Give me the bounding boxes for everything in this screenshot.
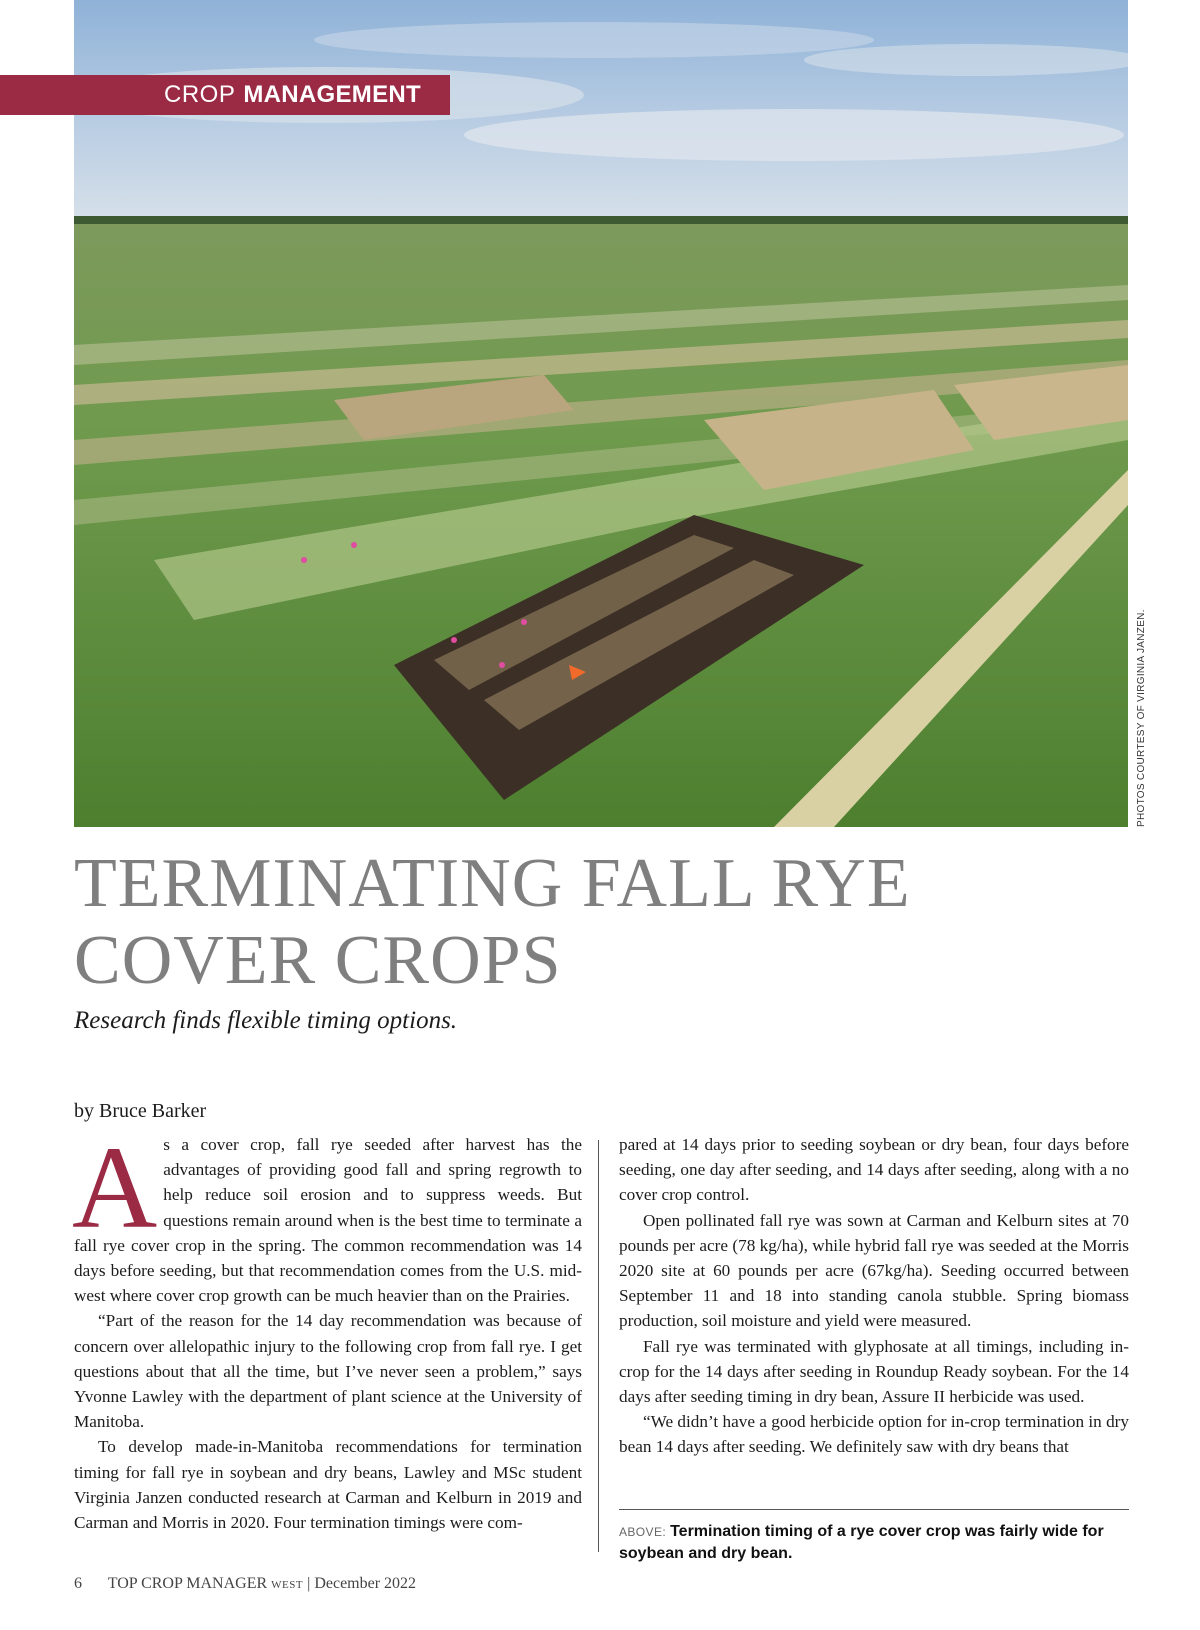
drop-cap: A [72, 1122, 158, 1253]
article-column-1 [72, 1122, 582, 1535]
headline-line-1: TERMINATING FALL RYE [74, 845, 911, 922]
section-keyword-bold: MANAGEMENT [243, 81, 421, 108]
article-column-2 [619, 1132, 1129, 1460]
field-photo-illustration [74, 0, 1128, 827]
article-headline [74, 845, 1128, 999]
article-subtitle: Research finds flexible timing options. [74, 1007, 458, 1034]
page-footer [74, 1575, 416, 1593]
section-banner [0, 75, 450, 115]
paragraph: To develop made-in-Manitoba recommendations for termination timing for fall rye in soybean and dry beans, Lawley and MSc student Virginia Janzen conducted research at Carman and Kelburn in 2019 and Carman and Morris in 2020. Four termination timings were com- [74, 1437, 582, 1533]
paragraph: Fall rye was terminated with glyphosate at all timings, including in-crop for the 14 days after seeding in Roundup Ready soybean. For the 14 days after seeding timing in dry bean, Assure II herbicide was used. [619, 1336, 1129, 1407]
section-keyword-light: CROP [164, 81, 236, 108]
paragraph: pared at 14 days prior to seeding soybean or dry bean, four days before seeding, one day after seeding, and 14 days after seeding, along with a no cover crop control. [619, 1135, 1129, 1205]
caption-divider [619, 1509, 1129, 1510]
magazine-edition: WEST [271, 1579, 304, 1591]
paragraph: s a cover crop, fall rye seeded after harvest has the advantages of providing good fall and spring regrowth to help reduce soil erosion and to suppress weeds. But questions remain around when is the best time to terminate a fall rye cover crop in the spring. The common recommendation was 14 days before seeding, but that recommendation comes from the U.S. mid-west where cover crop growth can be much heavier than on the Prairies. [74, 1135, 582, 1306]
article-photo [74, 0, 1128, 827]
page-number: 6 [74, 1575, 82, 1592]
magazine-name: TOP CROP MANAGER [107, 1575, 268, 1592]
paragraph: “We didn’t have a good herbicide option for in-crop termination in dry bean 14 days after seeding. We definitely saw with dry beans that [619, 1412, 1129, 1457]
caption-label: ABOVE: [619, 1525, 667, 1539]
footer-separator: | [307, 1575, 311, 1592]
issue-date: December 2022 [314, 1575, 417, 1592]
photo-caption [619, 1521, 1129, 1564]
paragraph: Open pollinated fall rye was sown at Carman and Kelburn sites at 70 pounds per acre (78 kg/ha), while hybrid fall rye was seeded at the Morris 2020 site at 60 pounds per acre (67kg/ha). Seeding occurred between September 11 and 18 into standing canola stubble. Spring biomass production, soil moisture and yield were measured. [619, 1210, 1129, 1331]
headline-line-2: COVER CROPS [74, 922, 562, 999]
caption-text: Termination timing of a rye cover crop was fairly wide for soybean and dry bean. [619, 1523, 1104, 1562]
photo-credit: PHOTOS COURTESY OF VIRGINIA JANZEN. [1136, 609, 1147, 827]
column-divider [598, 1140, 599, 1552]
paragraph: “Part of the reason for the 14 day recommendation was because of concern over allelopathic injury to the following crop from fall rye. I get questions about that all the time, but I’ve never seen a problem,” says Yvonne Lawley with the department of plant science at the University of Manitoba. [74, 1311, 582, 1432]
article-byline: by Bruce Barker [74, 1100, 207, 1122]
